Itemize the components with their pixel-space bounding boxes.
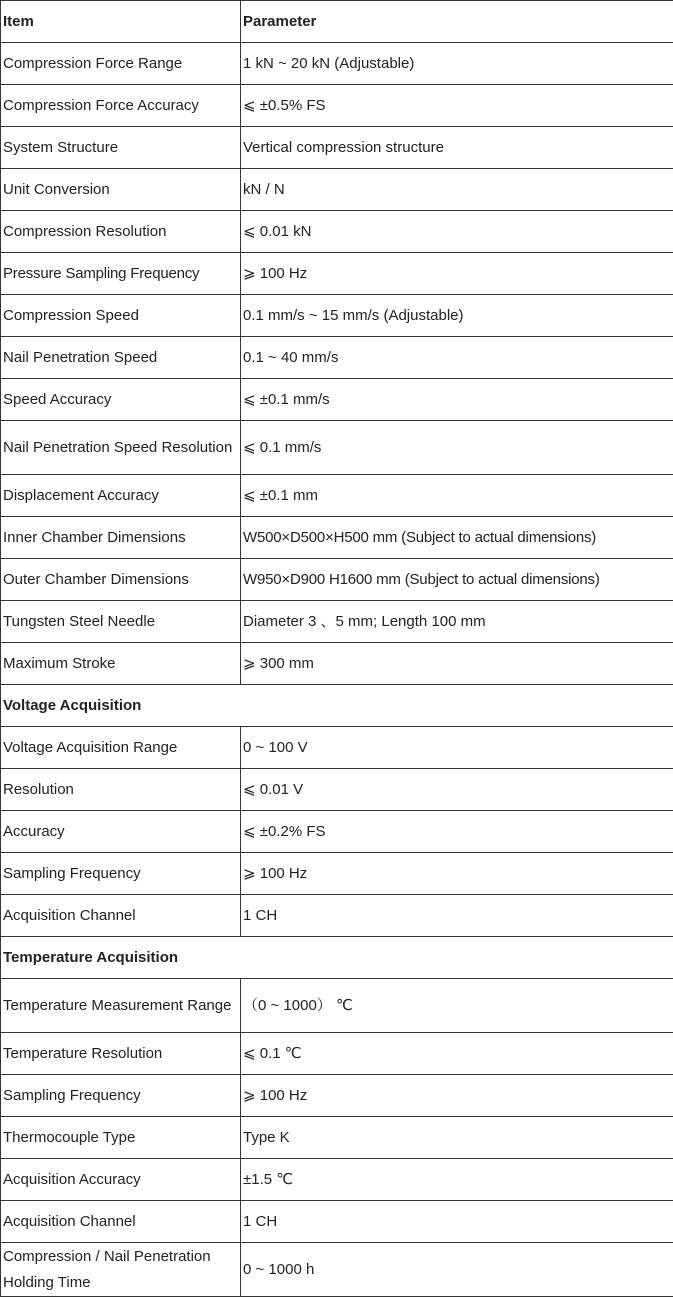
row-param: 1 CH	[241, 1201, 673, 1243]
table-header-row	[1, 1, 673, 43]
row-item: Temperature Resolution	[1, 1033, 241, 1075]
row-item: Temperature Measurement Range	[1, 979, 241, 1033]
row-item: Acquisition Accuracy	[1, 1159, 241, 1201]
row-item: Accuracy	[1, 811, 241, 853]
row-item: Compression Resolution	[1, 211, 241, 253]
table-row	[1, 295, 673, 337]
table-row	[1, 85, 673, 127]
row-item: Outer Chamber Dimensions	[1, 559, 241, 601]
table-row	[1, 769, 673, 811]
row-param: （0 ~ 1000） ℃	[241, 979, 673, 1033]
row-item: Sampling Frequency	[1, 853, 241, 895]
row-param: ⩾ 100 Hz	[241, 853, 673, 895]
row-param: ⩽ ±0.1 mm	[241, 475, 673, 517]
section-row-voltage	[1, 685, 673, 727]
table-row	[1, 379, 673, 421]
section-row-temperature	[1, 937, 673, 979]
table-row	[1, 169, 673, 211]
row-param: ⩽ 0.01 kN	[241, 211, 673, 253]
row-param: ⩽ ±0.5% FS	[241, 85, 673, 127]
row-item: Displacement Accuracy	[1, 475, 241, 517]
table-row	[1, 421, 673, 475]
row-item: Compression Force Accuracy	[1, 85, 241, 127]
row-item: Resolution	[1, 769, 241, 811]
row-item: Pressure Sampling Frequency	[1, 253, 241, 295]
row-item: Compression Force Range	[1, 43, 241, 85]
table-row	[1, 337, 673, 379]
row-param: 0.1 ~ 40 mm/s	[241, 337, 673, 379]
table-row	[1, 1117, 673, 1159]
table-row	[1, 853, 673, 895]
table-row	[1, 475, 673, 517]
row-param: Vertical compression structure	[241, 127, 673, 169]
row-param: 0.1 mm/s ~ 15 mm/s (Adjustable)	[241, 295, 673, 337]
row-param: Type K	[241, 1117, 673, 1159]
row-param: W950×D900 H1600 mm (Subject to actual dimensions)	[241, 559, 673, 601]
row-param: W500×D500×H500 mm (Subject to actual dimensions)	[241, 517, 673, 559]
row-param: Diameter 3 、5 mm; Length 100 mm	[241, 601, 673, 643]
table-row	[1, 1243, 673, 1297]
row-item: Speed Accuracy	[1, 379, 241, 421]
row-param: 0 ~ 1000 h	[241, 1243, 673, 1297]
row-item: Thermocouple Type	[1, 1117, 241, 1159]
row-param: 1 CH	[241, 895, 673, 937]
table-row	[1, 895, 673, 937]
row-param: ⩾ 100 Hz	[241, 253, 673, 295]
section-title-voltage: Voltage Acquisition	[1, 685, 673, 727]
row-item: Acquisition Channel	[1, 895, 241, 937]
table-row	[1, 1159, 673, 1201]
row-item: Sampling Frequency	[1, 1075, 241, 1117]
row-item: Nail Penetration Speed	[1, 337, 241, 379]
row-item: Nail Penetration Speed Resolution	[1, 421, 241, 475]
row-param: ⩽ 0.1 mm/s	[241, 421, 673, 475]
row-item: Compression Speed	[1, 295, 241, 337]
header-item: Item	[1, 1, 241, 43]
row-param: 1 kN ~ 20 kN (Adjustable)	[241, 43, 673, 85]
table-row	[1, 127, 673, 169]
table-row	[1, 643, 673, 685]
row-param: 0 ~ 100 V	[241, 727, 673, 769]
table-row	[1, 43, 673, 85]
table-row	[1, 601, 673, 643]
table-row	[1, 211, 673, 253]
row-param: ⩽ 0.1 ℃	[241, 1033, 673, 1075]
table-row	[1, 253, 673, 295]
table-row	[1, 1033, 673, 1075]
row-item: Unit Conversion	[1, 169, 241, 211]
table-row	[1, 811, 673, 853]
row-param: ⩽ 0.01 V	[241, 769, 673, 811]
row-param: ⩾ 300 mm	[241, 643, 673, 685]
table-row	[1, 517, 673, 559]
row-param: ⩽ ±0.1 mm/s	[241, 379, 673, 421]
row-item: Acquisition Channel	[1, 1201, 241, 1243]
row-param: kN / N	[241, 169, 673, 211]
row-param: ⩾ 100 Hz	[241, 1075, 673, 1117]
row-item: Voltage Acquisition Range	[1, 727, 241, 769]
row-item: Inner Chamber Dimensions	[1, 517, 241, 559]
table-row	[1, 979, 673, 1033]
row-item: Maximum Stroke	[1, 643, 241, 685]
row-item: Tungsten Steel Needle	[1, 601, 241, 643]
table-row	[1, 1201, 673, 1243]
table-row	[1, 559, 673, 601]
section-title-temperature: Temperature Acquisition	[1, 937, 673, 979]
table-row	[1, 1075, 673, 1117]
row-item: Compression / Nail Penetration Holding Time	[1, 1243, 241, 1297]
row-item: System Structure	[1, 127, 241, 169]
table-row	[1, 727, 673, 769]
row-param: ±1.5 ℃	[241, 1159, 673, 1201]
row-param: ⩽ ±0.2% FS	[241, 811, 673, 853]
header-parameter: Parameter	[241, 1, 673, 43]
